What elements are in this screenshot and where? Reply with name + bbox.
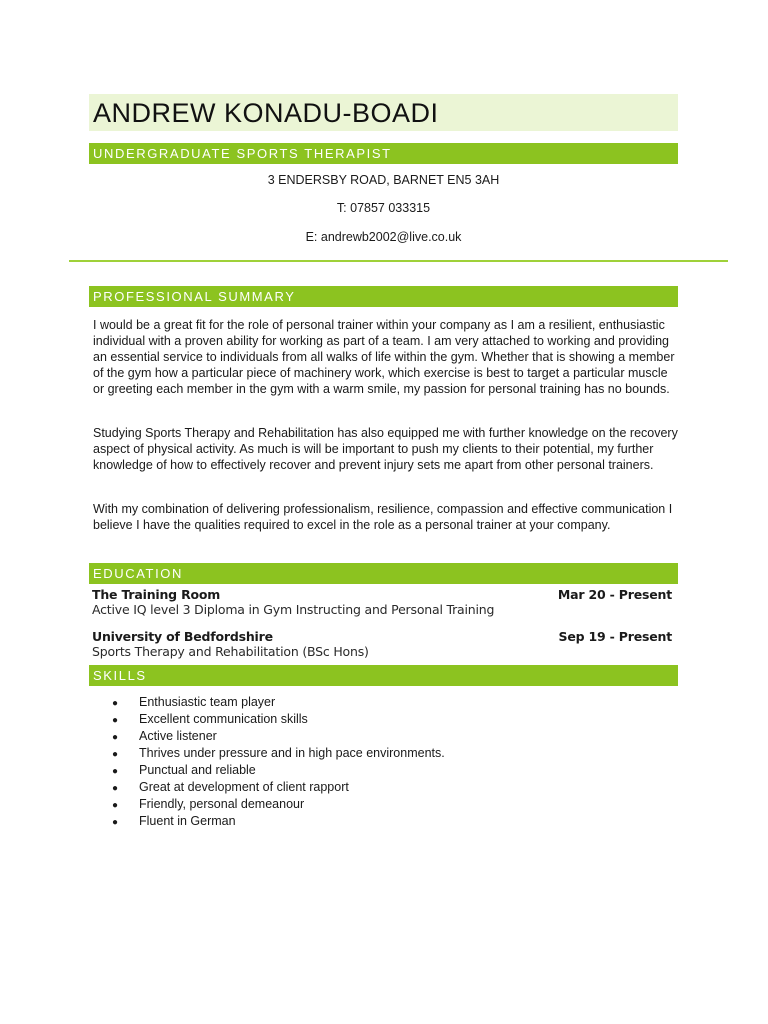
education-date-1: Mar 20 - Present: [557, 587, 672, 602]
skill-item: [112, 728, 445, 745]
skill-text: Great at development of client rapport: [139, 780, 349, 794]
skill-item: [112, 779, 445, 796]
contact-phone: T: 07857 033315: [336, 201, 431, 215]
bullet-icon: ●: [112, 732, 119, 743]
skill-item: [112, 711, 445, 728]
skill-item: [112, 762, 445, 779]
summary-paragraph-3: With my combination of delivering professionalism, resilience, compassion and effective communication I believe I have the qualities required to excel in the role as a personal trainer at your company.: [93, 502, 673, 532]
bullet-icon: ●: [112, 783, 119, 794]
bullet-icon: ●: [112, 698, 119, 709]
education-org-2: University of Bedfordshire: [92, 629, 273, 644]
name-header: [89, 94, 678, 131]
contact-address: 3 ENDERSBY ROAD, BARNET EN5 3AH: [267, 173, 500, 187]
skills-list: [112, 694, 445, 830]
skill-item: [112, 745, 445, 762]
bullet-icon: ●: [112, 817, 119, 828]
header-divider: [69, 260, 728, 262]
skill-text: Thrives under pressure and in high pace environments.: [139, 746, 445, 760]
skill-text: Enthusiastic team player: [139, 695, 276, 709]
bullet-icon: ●: [112, 800, 119, 811]
bullet-icon: ●: [112, 766, 119, 777]
summary-paragraph-2: Studying Sports Therapy and Rehabilitation has also equipped me with further knowledge on the recovery aspect of physical activity. As much is will be important to push my clients to their potential, my further knowledge of how to effectively recover and prevent injury sets me apart from other personal trainers.: [93, 426, 678, 472]
education-date-2: Sep 19 - Present: [558, 629, 672, 644]
skill-text: Punctual and reliable: [139, 763, 256, 777]
section-heading-summary: PROFESSIONAL SUMMARY: [89, 286, 678, 307]
skill-text: Fluent in German: [139, 814, 236, 828]
skill-item: [112, 694, 445, 711]
contact-email: E: andrewb2002@live.co.uk: [305, 230, 462, 244]
education-desc-2: Sports Therapy and Rehabilitation (BSc Hons): [92, 644, 369, 659]
candidate-name: ANDREW KONADU-BOADI: [93, 98, 439, 128]
job-title-bar: UNDERGRADUATE SPORTS THERAPIST: [89, 143, 678, 164]
section-heading-skills: SKILLS: [89, 665, 678, 686]
bullet-icon: ●: [112, 749, 119, 760]
summary-paragraph-1: I would be a great fit for the role of personal trainer within your company as I am a resilient, enthusiastic individual with a proven ability for working as part of a team. I am very attached to working and providing an essential service to individuals from all walks of life within the gym. Whether that is showing a member of the gym how a particular piece of machinery work, which exercise is best to target a particular muscle or greeting each member in the gym with a warm smile, my passion for personal training has no bounds.: [93, 318, 675, 396]
section-heading-education: EDUCATION: [89, 563, 678, 584]
skill-text: Active listener: [139, 729, 217, 743]
bullet-icon: ●: [112, 715, 119, 726]
education-org-1: The Training Room: [92, 587, 221, 602]
skill-text: Friendly, personal demeanour: [139, 797, 305, 811]
education-desc-1: Active IQ level 3 Diploma in Gym Instructing and Personal Training: [92, 602, 495, 617]
skill-text: Excellent communication skills: [139, 712, 308, 726]
skill-item: [112, 796, 445, 813]
skill-item: [112, 813, 445, 830]
